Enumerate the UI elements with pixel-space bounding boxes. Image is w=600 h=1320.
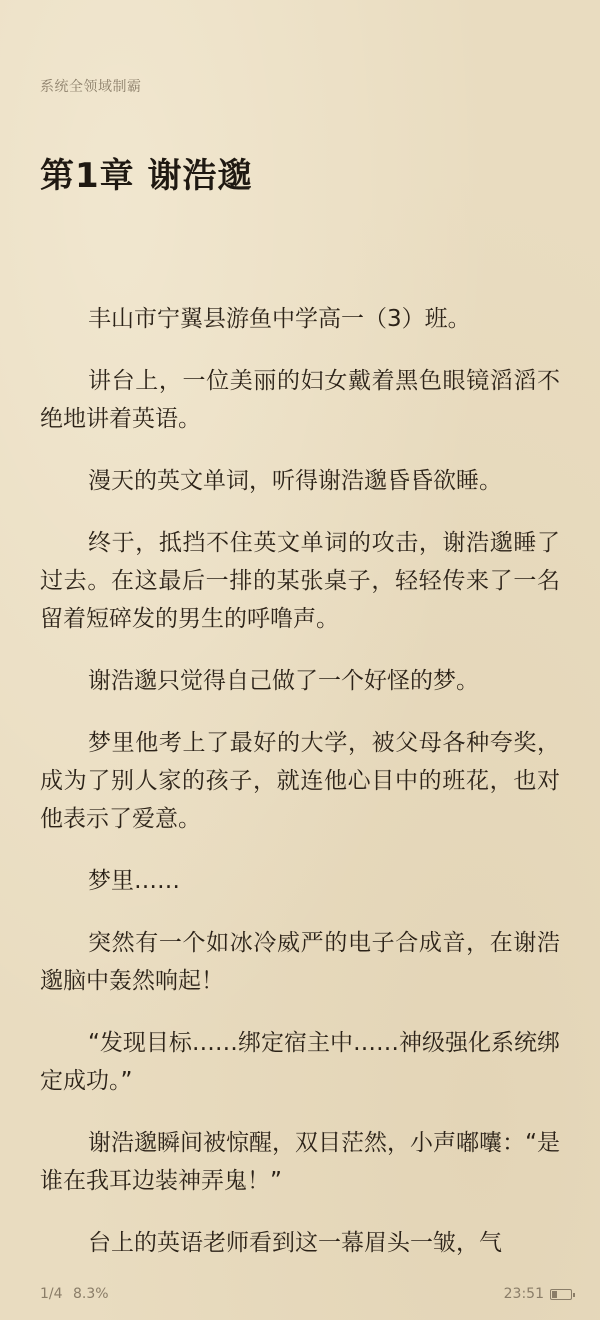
chapter-title: 第1章 谢浩邈 <box>40 156 253 196</box>
progress-percent: 8.3% <box>72 1286 109 1302</box>
book-title: 系统全领域制霸 <box>40 79 142 95</box>
paragraph: 漫天的英文单词，听得谢浩邈昏昏欲睡。 <box>88 468 502 494</box>
paragraph: 谢浩邈只觉得自己做了一个好怪的梦。 <box>88 668 479 694</box>
paragraph: 丰山市宁翼县游鱼中学高一（3）班。 <box>88 306 471 332</box>
paragraph: 梦里…… <box>88 868 180 894</box>
clock-battery <box>504 1286 572 1302</box>
paragraph: “发现目标……绑定宿主中……神级强化系统绑定成功。” <box>40 1030 560 1094</box>
paragraph: 讲台上，一位美丽的妇女戴着黑色眼镜滔滔不绝地讲着英语。 <box>40 368 560 432</box>
battery-icon <box>550 1289 572 1300</box>
reading-progress <box>40 1286 109 1302</box>
paragraph: 谢浩邈瞬间被惊醒，双目茫然，小声嘟囔：“是谁在我耳边装神弄鬼！” <box>40 1130 560 1194</box>
paragraph: 台上的英语老师看到这一幕眉头一皱，气 <box>88 1230 502 1256</box>
status-bar <box>40 1284 572 1304</box>
clock-time: 23:51 <box>503 1286 544 1302</box>
battery-level <box>552 1291 557 1298</box>
paragraph: 突然有一个如冰冷威严的电子合成音，在谢浩邈脑中轰然响起！ <box>40 930 560 994</box>
paragraph: 梦里他考上了最好的大学，被父母各种夸奖，成为了别人家的孩子，就连他心目中的班花，也对他表示了爱意。 <box>40 730 560 832</box>
paragraph: 终于，抵挡不住英文单词的攻击，谢浩邈睡了过去。在这最后一排的某张桌子，轻轻传来了一名留着短碎发的男生的呼噜声。 <box>40 530 560 632</box>
reading-content[interactable] <box>40 300 560 1286</box>
page-indicator: 1/4 <box>40 1286 63 1302</box>
